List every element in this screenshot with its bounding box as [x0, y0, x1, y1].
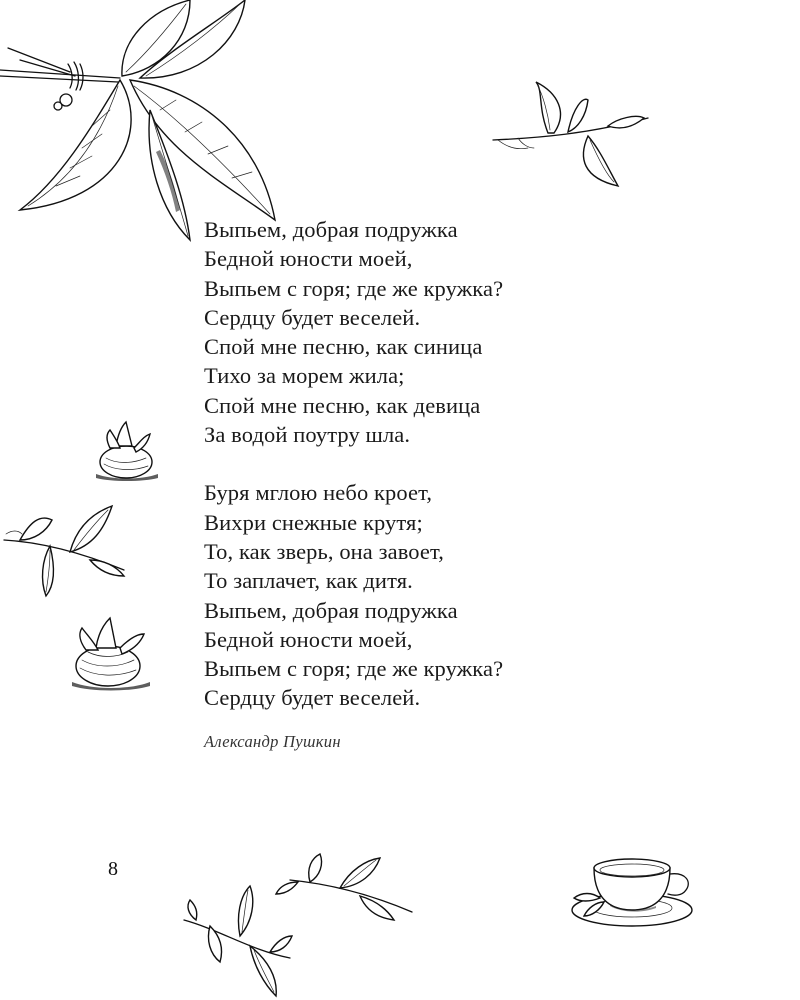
- poem-line: То заплачет, как дитя.: [204, 568, 413, 594]
- poem-line: Тихо за морем жила;: [204, 363, 405, 389]
- poem-line: Выпьем с горя; где же кружка?: [204, 656, 504, 682]
- tea-buds-illustration: [66, 612, 156, 692]
- poem-line: Бедной юности моей,: [204, 626, 413, 652]
- teacup-illustration: [570, 852, 700, 937]
- poem-line: За водой поутру шла.: [204, 422, 411, 448]
- author-signature: Александр Пушкин: [204, 732, 341, 751]
- poem-line: Спой мне песню, как девица: [204, 392, 481, 418]
- poem-line: Выпьем, добрая подружка: [204, 217, 458, 242]
- stanza: [204, 478, 624, 712]
- poem-line: То, как зверь, она завоет,: [204, 538, 444, 564]
- poem-line: Выпьем, добрая подружка: [204, 597, 458, 623]
- stanza: [204, 215, 624, 449]
- page-number: 8: [108, 858, 118, 880]
- tea-sprig-illustration: [488, 78, 658, 193]
- poem-line: Сердцу будет веселей.: [204, 304, 421, 330]
- poem-line: Бедной юности моей,: [204, 246, 413, 272]
- poem-line: Спой мне песню, как синица: [204, 334, 483, 360]
- tea-branch-illustration: [0, 0, 290, 250]
- poem-line: Выпьем с горя; где же кружка?: [204, 275, 504, 301]
- tea-buds-illustration: [92, 418, 162, 483]
- tea-leaves-illustration: [0, 500, 130, 600]
- poem-line: Буря мглою небо кроет,: [204, 480, 433, 506]
- poem-line: Сердцу будет веселей.: [204, 685, 421, 711]
- poem-line: Вихри снежные крутя;: [204, 509, 423, 535]
- poem: [204, 215, 624, 713]
- tea-leaves-illustration: [180, 850, 420, 1000]
